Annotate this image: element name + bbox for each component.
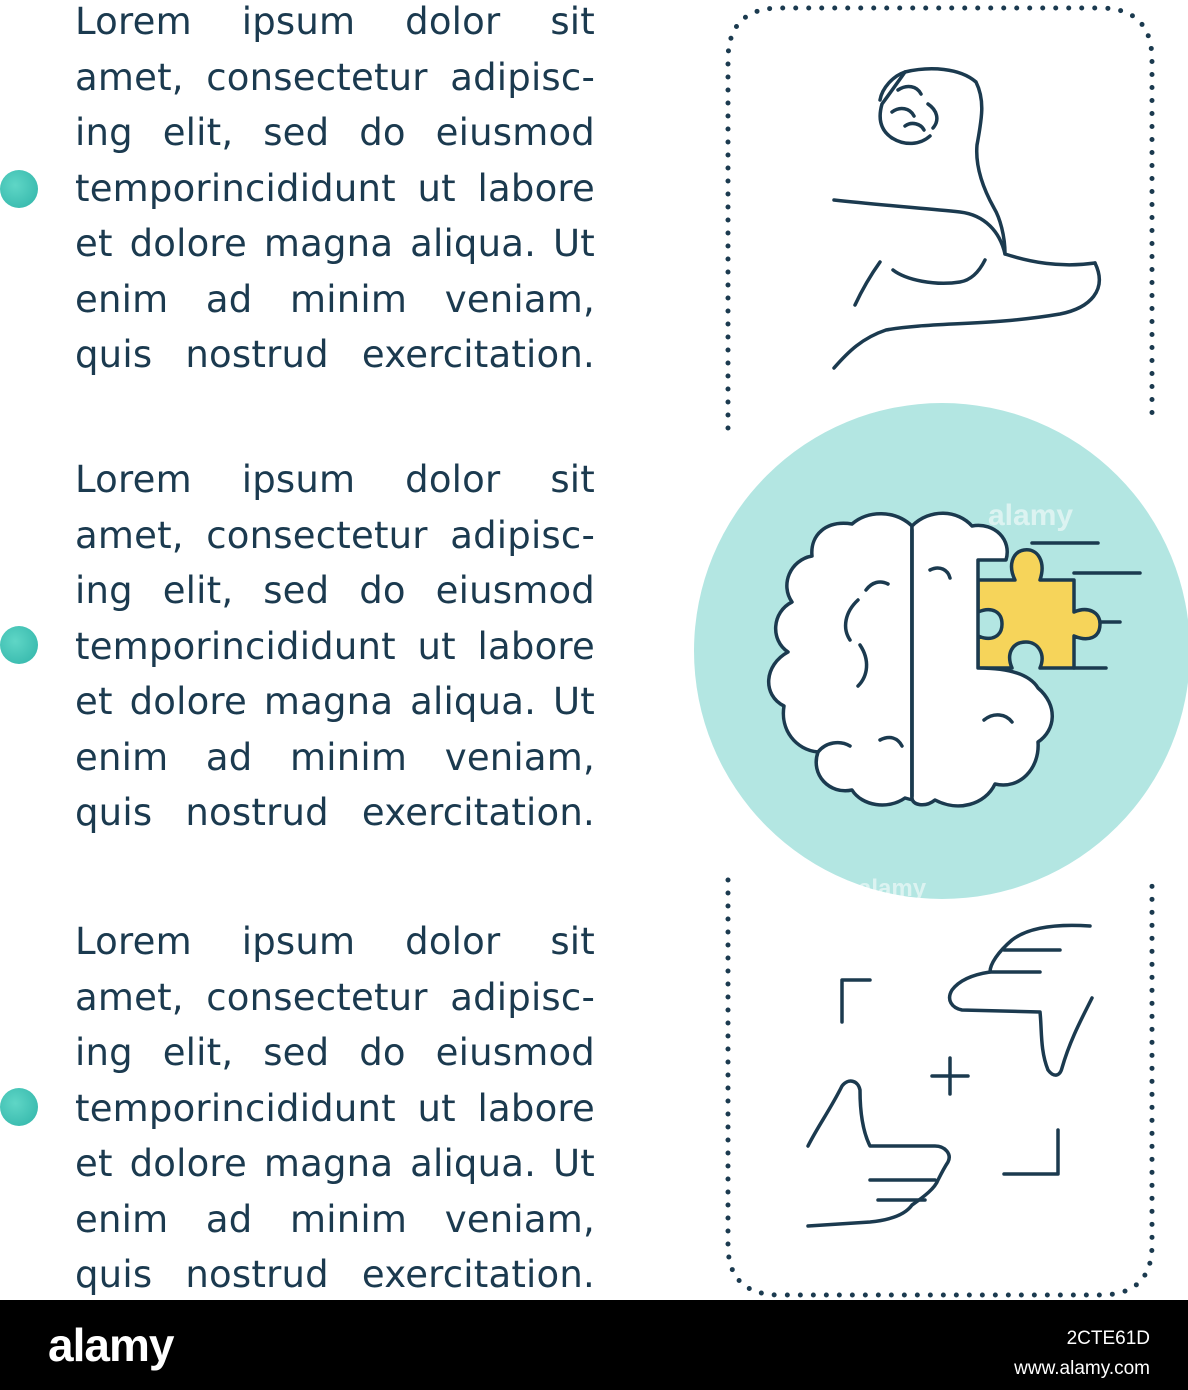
image-id: 2CTE61D [1066, 1328, 1150, 1349]
paragraph-line: Lorem ipsum dolor sit [75, 0, 595, 43]
watermark-text: alamy [988, 499, 1074, 532]
watermark-text: alamy [858, 875, 927, 902]
flexed-biceps-icon [834, 69, 1099, 368]
paragraph-line: quis nostrud exercitation. [75, 333, 595, 376]
paragraph-line: ing elit, sed do eiusmod [75, 569, 595, 612]
paragraph-line: ing elit, sed do eiusmod [75, 111, 595, 154]
image-id-block [1014, 1324, 1150, 1384]
paragraph-line: et dolore magna aliqua. Ut [75, 222, 595, 265]
paragraph-line: et dolore magna aliqua. Ut [75, 680, 595, 723]
site-url: www.alamy.com [1014, 1358, 1150, 1379]
paragraph-line: amet, consectetur adipisc- [75, 513, 595, 557]
paragraph-line: amet, consectetur adipisc- [75, 55, 595, 99]
paragraph-line: temporincididunt ut labore [75, 624, 595, 668]
paragraph-line: et dolore magna aliqua. Ut [75, 1142, 595, 1185]
paragraph-line: Lorem ipsum dolor sit [75, 458, 595, 501]
paragraph-line: enim ad minim veniam, [75, 735, 595, 779]
hands-frame-icon [808, 925, 1092, 1226]
paragraph-line: quis nostrud exercitation. [75, 791, 595, 834]
alamy-logo: alamy [48, 1319, 174, 1371]
paragraph-line: Lorem ipsum dolor sit [75, 920, 595, 963]
footer-bar [0, 1300, 1188, 1390]
paragraph-line: temporincididunt ut labore [75, 1086, 595, 1130]
paragraph-line: enim ad minim veniam, [75, 277, 595, 321]
brain-puzzle-icon [694, 403, 1188, 899]
dotted-frame-bottom [728, 876, 1152, 1295]
paragraph-line: quis nostrud exercitation. [75, 1253, 595, 1296]
paragraph-line: amet, consectetur adipisc- [75, 975, 595, 1019]
paragraph-line: enim ad minim veniam, [75, 1197, 595, 1241]
paragraph-line: ing elit, sed do eiusmod [75, 1031, 595, 1074]
dotted-frame-top [728, 8, 1152, 428]
paragraph-line: temporincididunt ut labore [75, 166, 595, 210]
